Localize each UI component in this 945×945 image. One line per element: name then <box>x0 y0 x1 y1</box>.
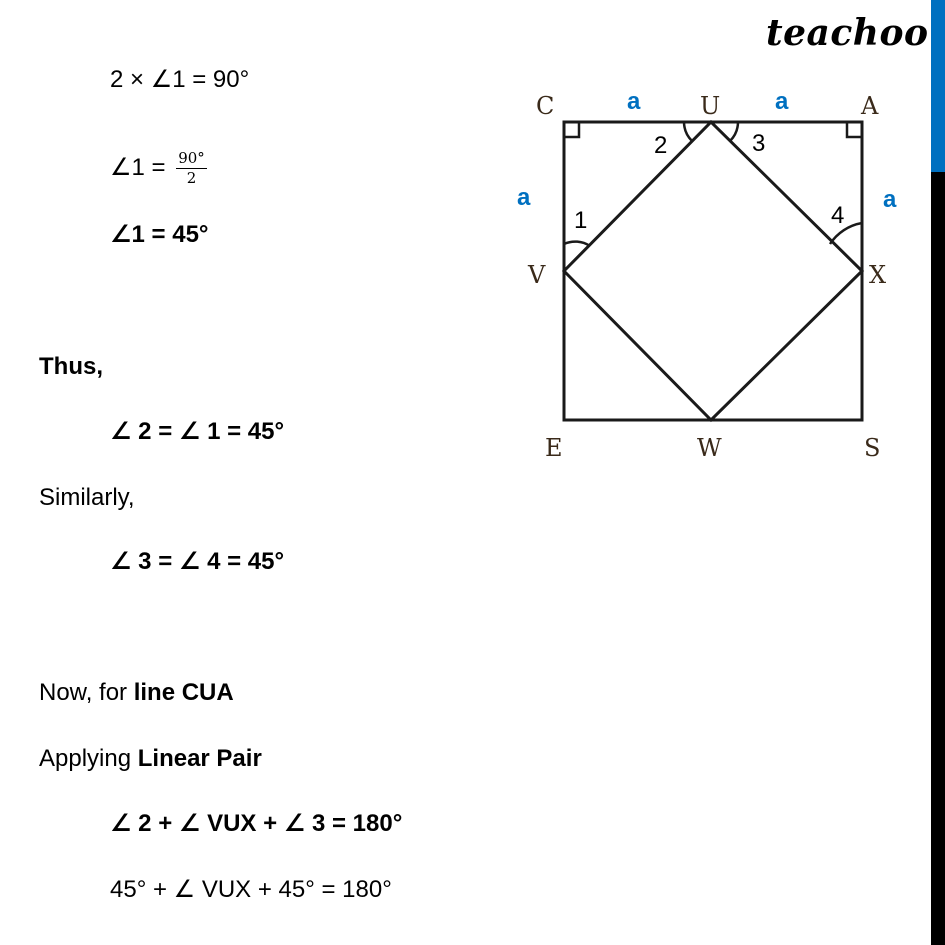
angle-label-2: 2 <box>654 132 668 159</box>
diagram-lines <box>564 122 862 420</box>
right-angle-mark-a <box>847 122 862 137</box>
fraction-denominator: 2 <box>186 169 197 187</box>
vertex-label-u: U <box>700 92 721 120</box>
equation-2x-angle1: 2 × ∠1 = 90° <box>110 66 250 93</box>
equation-angle2-equals-angle1: ∠ 2 = ∠ 1 = 45° <box>110 418 285 445</box>
thus-label: Thus, <box>39 353 103 380</box>
similarly-label: Similarly, <box>39 484 135 511</box>
equation-substituted: 45° + ∠ VUX + 45° = 180° <box>110 876 392 903</box>
angle-label-3: 3 <box>752 130 766 157</box>
text-bold: Linear Pair <box>137 745 262 772</box>
vertex-label-x: X <box>869 261 887 289</box>
text-normal: Applying <box>39 745 138 772</box>
angle-3-arc <box>730 122 738 141</box>
fraction-numerator: 90° <box>178 149 205 167</box>
equation-angle3-equals-angle4: ∠ 3 = ∠ 4 = 45° <box>110 548 285 575</box>
angle-label-4: 4 <box>831 202 845 229</box>
angle-label-1: 1 <box>574 207 588 234</box>
inner-square-uxwv <box>564 122 862 420</box>
outer-square-caes <box>564 122 862 420</box>
vertex-labels <box>527 92 886 462</box>
equation-prefix: ∠1 = <box>110 153 173 181</box>
angle-1-arc <box>564 242 590 246</box>
vertex-label-a: A <box>861 92 879 120</box>
right-angle-mark-c <box>564 122 579 137</box>
angle-2-arc <box>684 122 692 141</box>
result-angle1: ∠1 = 45° <box>110 221 209 248</box>
side-label-ax: a <box>883 186 897 213</box>
vertex-label-e: E <box>545 434 563 462</box>
vertex-label-s: S <box>864 434 881 462</box>
equation-linear-pair: ∠ 2 + ∠ VUX + ∠ 3 = 180° <box>110 810 403 837</box>
side-label-cv: a <box>517 184 531 211</box>
side-label-cu: a <box>627 88 641 115</box>
vertex-label-w: W <box>697 434 722 462</box>
vertex-label-v: V <box>528 261 546 289</box>
text-normal: Now, for <box>39 679 134 706</box>
text-bold: line CUA <box>133 679 234 706</box>
side-label-ua: a <box>775 88 789 115</box>
vertex-label-c: C <box>536 92 555 120</box>
teachoo-logo: teachoo <box>766 12 929 54</box>
